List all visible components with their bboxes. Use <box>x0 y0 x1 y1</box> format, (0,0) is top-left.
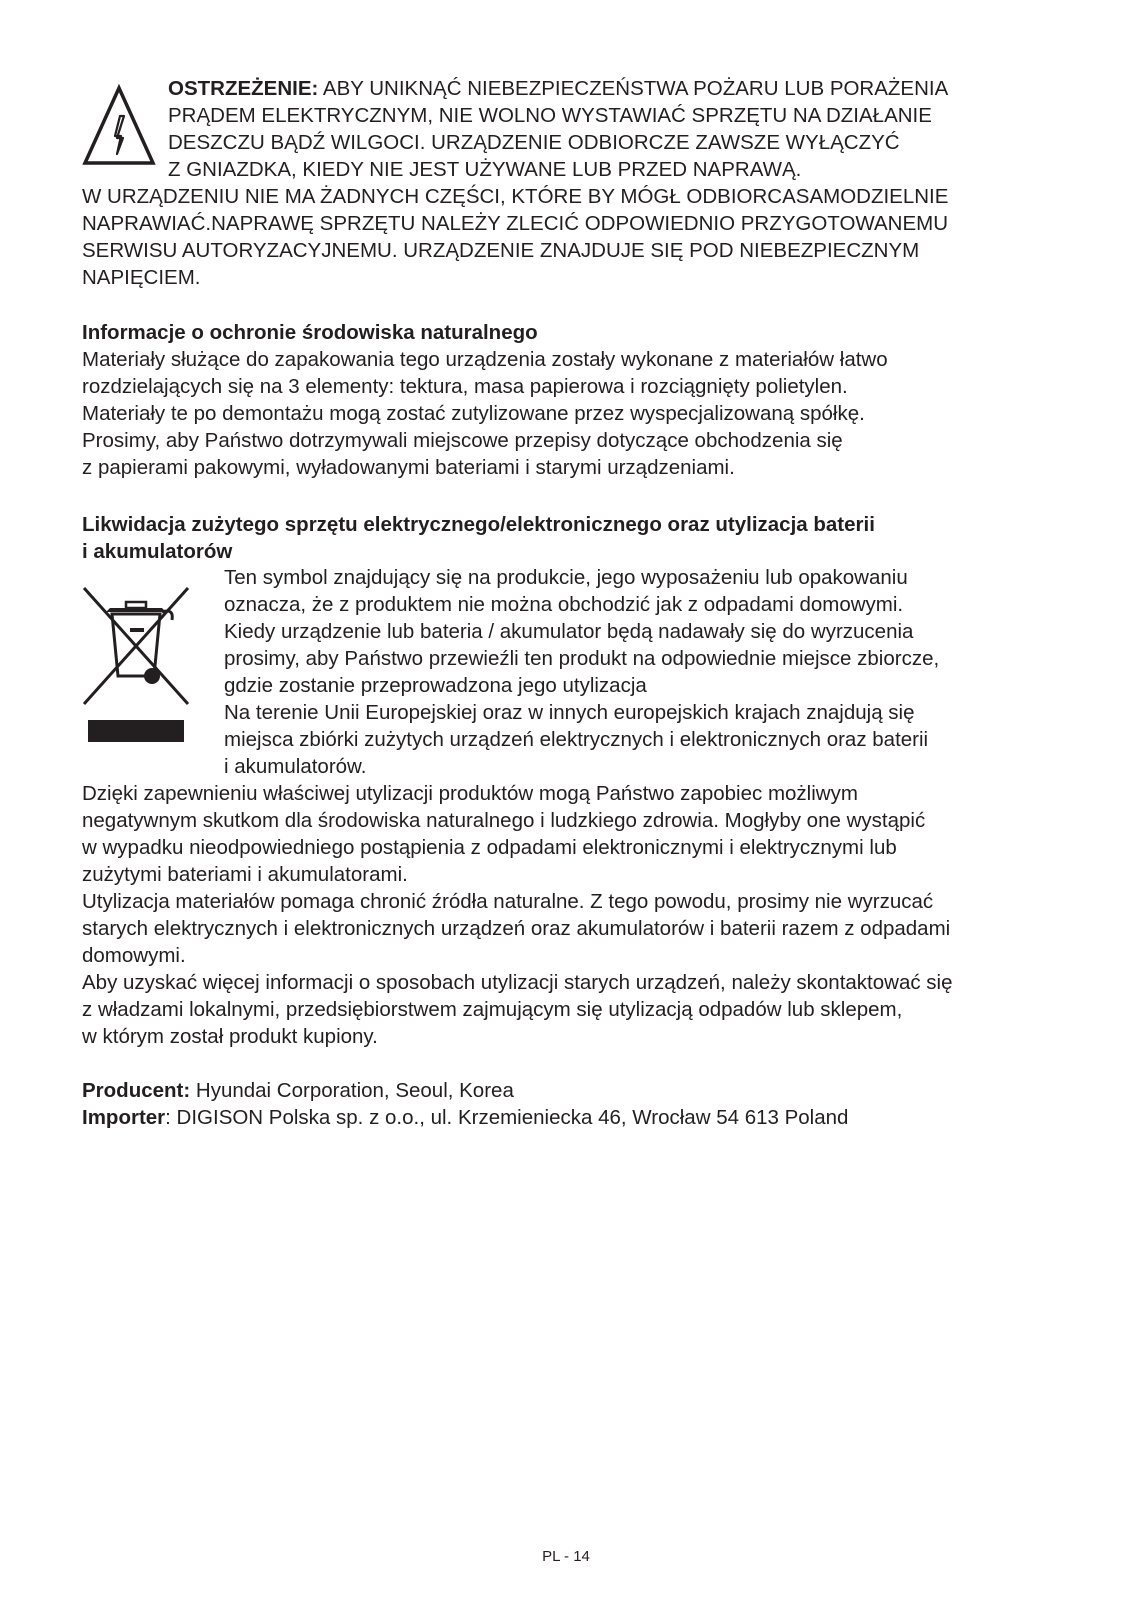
warning-line-5: W URZĄDZENIU NIE MA ŻADNYCH CZĘŚCI, KTÓRE BY MÓGŁ ODBIORCASAMODZIELNIE <box>82 185 949 208</box>
disposal-body-line-2: negatywnym skutkom dla środowiska naturalnego i ludzkiego zdrowia. Mogłyby one wystąpić <box>82 809 926 832</box>
importer-line <box>82 1104 848 1131</box>
environment-line-1: Materiały służące do zapakowania tego urządzenia zostały wykonane z materiałów łatwo <box>82 348 888 371</box>
symbol-line-5: gdzie zostanie przeprowadzona jego utylizacja <box>224 674 647 697</box>
disposal-body-line-6: starych elektrycznych i elektronicznych urządzeń oraz akumulatorów i baterii razem z odpadami <box>82 917 951 940</box>
symbol-line-3: Kiedy urządzenie lub bateria / akumulator będą nadawały się do wyrzucenia <box>224 620 914 643</box>
warning-line-8: NAPIĘCIEM. <box>82 266 201 289</box>
warning-line-4: Z GNIAZDKA, KIEDY NIE JEST UŻYWANE LUB PRZED NAPRAWĄ. <box>168 158 802 181</box>
producer-line <box>82 1077 514 1104</box>
disposal-body-line-8: Aby uzyskać więcej informacji o sposobach utylizacji starych urządzeń, należy skontaktować się <box>82 971 953 994</box>
crossed-out-wheelie-bin-icon <box>82 586 190 756</box>
warning-text: ABY UNIKNĄĆ NIEBEZPIECZEŃSTWA POŻARU LUB PORAŻENIA <box>318 77 949 100</box>
symbol-line-1: Ten symbol znajdujący się na produkcie, jego wyposażeniu lub opakowaniu <box>224 566 908 589</box>
disposal-body-line-4: zużytymi bateriami i akumulatorami. <box>82 863 408 886</box>
disposal-body-line-10: w którym został produkt kupiony. <box>82 1025 378 1048</box>
environment-line-2: rozdzielających się na 3 elementy: tektura, masa papierowa i rozciągnięty polietylen. <box>82 375 848 398</box>
environment-line-5: z papierami pakowymi, wyładowanymi bateriami i starymi urządzeniami. <box>82 456 735 479</box>
symbol-line-7: miejsca zbiórki zużytych urządzeń elektrycznych i elektronicznych oraz baterii <box>224 728 929 751</box>
disposal-body-line-1: Dzięki zapewnieniu właściwej utylizacji produktów mogą Państwo zapobiec możliwym <box>82 782 858 805</box>
disposal-body-line-3: w wypadku nieodpowiedniego postąpienia z odpadami elektronicznymi i elektrycznymi lub <box>82 836 897 859</box>
disposal-heading-line-2: i akumulatorów <box>82 540 233 563</box>
environment-line-3: Materiały te po demontażu mogą zostać zutylizowane przez wyspecjalizowaną spółkę. <box>82 402 865 425</box>
warning-line-1 <box>168 75 948 102</box>
symbol-line-8: i akumulatorów. <box>224 755 367 778</box>
warning-heading: OSTRZEŻENIE: <box>168 77 319 100</box>
page-number: PL - 14 <box>542 1548 590 1565</box>
importer-value: : DIGISON Polska sp. z o.o., ul. Krzemieniecka 46, Wrocław 54 613 Poland <box>165 1106 849 1129</box>
electric-shock-warning-icon <box>82 84 156 168</box>
warning-line-3: DESZCZU BĄDŹ WILGOCI. URZĄDZENIE ODBIORCZE ZAWSZE WYŁĄCZYĆ <box>168 131 900 154</box>
environment-line-4: Prosimy, aby Państwo dotrzymywali miejscowe przepisy dotyczące obchodzenia się <box>82 429 843 452</box>
environment-heading: Informacje o ochronie środowiska naturalnego <box>82 321 538 344</box>
symbol-line-6: Na terenie Unii Europejskiej oraz w innych europejskich krajach znajdują się <box>224 701 915 724</box>
disposal-heading-line-1: Likwidacja zużytego sprzętu elektrycznego/elektronicznego oraz utylizacja baterii <box>82 513 875 536</box>
warning-line-6: NAPRAWIAĆ.NAPRAWĘ SPRZĘTU NALEŻY ZLECIĆ ODPOWIEDNIO PRZYGOTOWANEMU <box>82 212 949 235</box>
disposal-body-line-7: domowymi. <box>82 944 186 967</box>
warning-line-2: PRĄDEM ELEKTRYCZNYM, NIE WOLNO WYSTAWIAĆ SPRZĘTU NA DZIAŁANIE <box>168 104 932 127</box>
disposal-body-line-5: Utylizacja materiałów pomaga chronić źródła naturalne. Z tego powodu, prosimy nie wyrzucać <box>82 890 934 913</box>
warning-line-7: SERWISU AUTORYZACYJNEMU. URZĄDZENIE ZNAJDUJE SIĘ POD NIEBEZPIECZNYM <box>82 239 920 262</box>
producer-value: Hyundai Corporation, Seoul, Korea <box>190 1079 514 1102</box>
importer-label: Importer <box>82 1106 166 1129</box>
producer-label: Producent: <box>82 1079 191 1102</box>
symbol-line-4: prosimy, aby Państwo przewieźli ten produkt na odpowiednie miejsce zbiorcze, <box>224 647 940 670</box>
symbol-line-2: oznacza, że z produktem nie można obchodzić jak z odpadami domowymi. <box>224 593 904 616</box>
disposal-body-line-9: z władzami lokalnymi, przedsiębiorstwem zajmującym się utylizacją odpadów lub sklepem, <box>82 998 903 1021</box>
